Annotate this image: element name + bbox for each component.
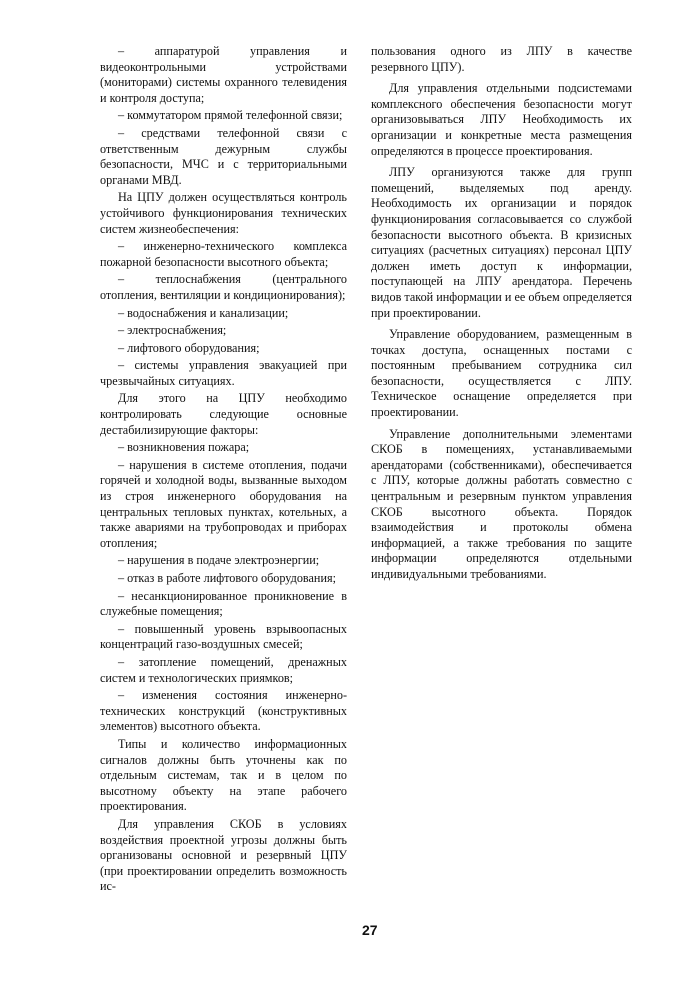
paragraph: – лифтового оборудования;: [118, 340, 260, 355]
paragraph: – отказ в работе лифтового оборудования;: [118, 571, 336, 585]
paragraph: Типы и количество информационных сигналов должны быть уточнены как по отдельным системам, так и в целом по высотному объекту на этапе рабочего проектирования.: [100, 736, 347, 814]
paragraph: Управление дополнительными элементами СКОБ в помещениях, устанавливаемыми арендаторами (собственниками), обеспечивается с ЛПУ, которые должны работать совместно с центральным и резервным пунктом управления СКОБ высотного объекта. Порядок взаимодействия и протоколы обмена информацией, а также требования по защите информации определяются отдельными индивидуальными требованиями.: [371, 426, 632, 581]
paragraph: – нарушения в подаче электроэнергии;: [118, 553, 320, 568]
paragraph: – затопление помещений, дренажных систем и технологических приямков;: [100, 654, 347, 685]
paragraph: – нарушения в системе отопления, подачи горячей и холодной воды, вызванные выходом из строя инженерного оборудования на центральных тепловых пунктах, котельных, а также авариями на трубопроводах и приборах отопления;: [100, 457, 347, 550]
paragraph: Для управления отдельными подсистемами комплексного обеспечения безопасности могут организовываться ЛПУ Необходимость их организации и конкретные места размещения определяются в процессе проектирования.: [371, 81, 632, 158]
paragraph: Для управления СКОБ в условиях воздействия проектной угрозы должны быть организованы основной и резервный ЦПУ (при проектировании определить возможность ис-: [100, 816, 347, 894]
paragraph: ЛПУ организуются также для групп помещений, выделяемых под аренду. Необходимость их организации и порядок функционирования согласовывается со службой безопасности высотного объекта. В кризисных ситуациях (расчетных ситуациях) персонал ЦПУ должен иметь доступ к информации, поступающей на ЛПУ арендатора. Перечень видов такой информации и ее объем определяется при проектировании.: [371, 165, 632, 320]
paragraph: – возникновения пожара;: [118, 440, 250, 455]
paragraph: – повышенный уровень взрывоопасных концентраций газо-воздушных смесей;: [100, 621, 347, 652]
paragraph: – теплоснабжения (центрального отопления, вентиляции и кондиционирования);: [100, 272, 347, 302]
paragraph: – коммутатором прямой телефонной связи;: [118, 108, 343, 123]
paragraph: – водоснабжения и канализации;: [118, 305, 289, 320]
paragraph: – аппаратурой управления и видеоконтрольными устройствами (мониторами) системы охранного телевидения и контроля доступа;: [100, 44, 347, 105]
paragraph: пользования одного из ЛПУ в качестве резервного ЦПУ).: [371, 44, 632, 74]
paragraph: – системы управления эвакуацией при чрезвычайных ситуациях.: [100, 358, 347, 388]
paragraph: – несанкционированное проникновение в служебные помещения;: [100, 588, 347, 619]
paragraph: – средствами телефонной связи с ответственным дежурным службы безопасности, МЧС и с территориальными органами МВД.: [100, 125, 347, 187]
paragraph: – изменения состояния инженерно-технических конструкций (конструктивных элементов) высотного объекта.: [100, 688, 347, 734]
paragraph: – электроснабжения;: [118, 323, 227, 338]
page-number: 27: [362, 922, 378, 938]
right-column: [371, 44, 632, 585]
left-column: [100, 44, 347, 897]
paragraph: Для этого на ЦПУ необходимо контролировать следующие основные дестабилизирующие факторы:: [100, 391, 347, 437]
paragraph: На ЦПУ должен осуществляться контроль устойчивого функционирования технических систем жизнеобеспечения:: [100, 190, 347, 236]
paragraph: – инженерно-технического комплекса пожарной безопасности высотного объекта;: [100, 239, 347, 269]
paragraph: Управление оборудованием, размещенным в точках доступа, оснащенных постами с постоянным пребыванием сотрудника сил безопасности, осуществляется с ЛПУ. Техническое оснащение определяется при проектировании.: [371, 327, 632, 420]
